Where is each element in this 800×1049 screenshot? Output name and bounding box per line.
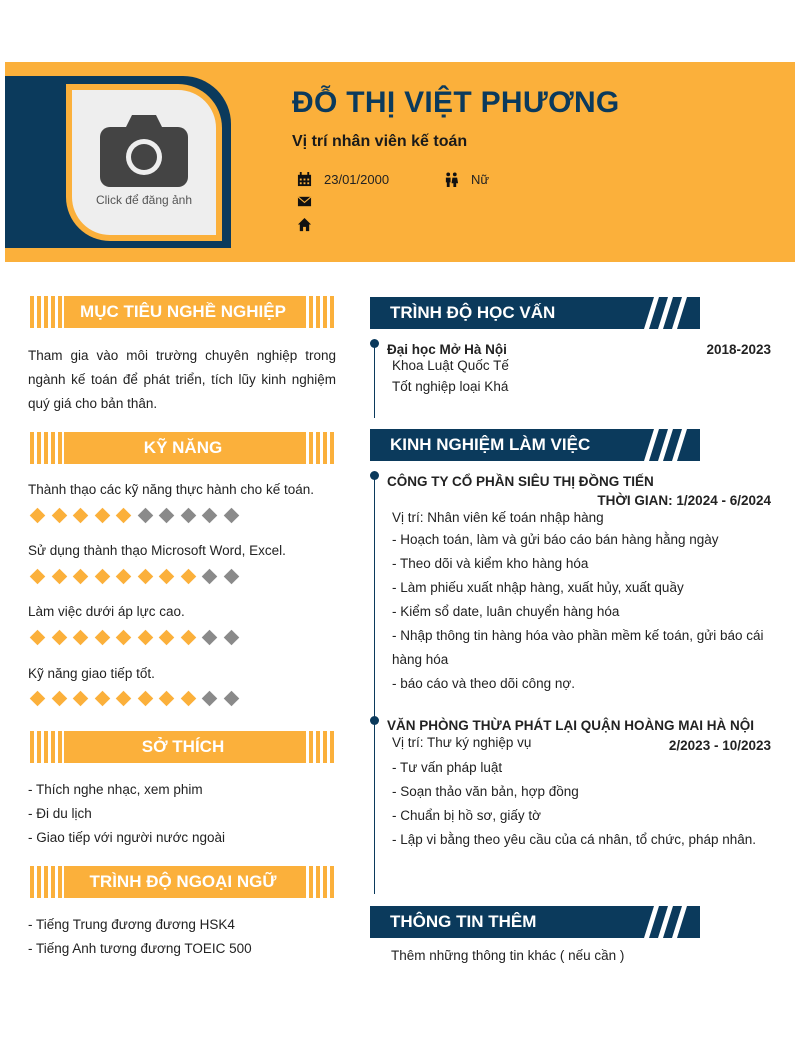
extra-title: THÔNG TIN THÊM xyxy=(390,912,537,931)
experience-header xyxy=(370,429,700,461)
objective-header xyxy=(30,296,336,328)
stripe-decoration xyxy=(644,429,700,461)
birthdate-value: 23/01/2000 xyxy=(324,172,390,187)
company-name: VĂN PHÒNG THỪA PHÁT LẠI QUẬN HOÀNG MAI HÀ NỘI xyxy=(387,718,754,733)
rating-filled-icon xyxy=(30,630,46,646)
job-role: Vị trí: Nhân viên kế toán nhập hàng xyxy=(392,510,604,525)
skill-label: Kỹ năng giao tiếp tốt. xyxy=(28,666,155,681)
birthdate-row xyxy=(297,172,389,187)
rating-filled-icon xyxy=(94,508,110,524)
job-duty: hàng hóa xyxy=(392,652,449,667)
rating-filled-icon xyxy=(51,508,67,524)
job-duty: - Chuẩn bị hồ sơ, giấy tờ xyxy=(392,808,542,823)
email-row xyxy=(297,194,324,209)
gender-row xyxy=(444,172,489,187)
rating-filled-icon xyxy=(30,691,46,707)
extra-text: Thêm những thông tin khác ( nếu cần ) xyxy=(391,948,625,963)
rating-filled-icon xyxy=(116,569,132,585)
rating-filled-icon xyxy=(94,569,110,585)
rating-empty-icon xyxy=(202,508,218,524)
rating-empty-icon xyxy=(202,569,218,585)
job-duty: - Soạn thảo văn bản, hợp đồng xyxy=(392,784,579,799)
job-duty: - Kiểm sổ date, luân chuyển hàng hóa xyxy=(392,604,620,619)
timeline-dot xyxy=(370,716,379,725)
hobby-item: - Giao tiếp với người nước ngoài xyxy=(28,830,225,845)
rating-filled-icon xyxy=(116,630,132,646)
timeline-dot xyxy=(370,471,379,480)
rating-filled-icon xyxy=(73,630,89,646)
photo-label: Click để đăng ảnh xyxy=(95,192,193,207)
rating-empty-icon xyxy=(159,508,175,524)
job-role: Vị trí: Thư ký nghiệp vụ xyxy=(392,735,532,750)
extra-header xyxy=(370,906,700,938)
timeline-line xyxy=(374,476,375,894)
rating-filled-icon xyxy=(73,569,89,585)
timeline-line xyxy=(374,344,375,418)
rating-empty-icon xyxy=(223,569,239,585)
job-time: 2/2023 - 10/2023 xyxy=(668,738,771,753)
faculty: Khoa Luật Quốc Tế xyxy=(392,358,509,373)
skill-rating xyxy=(32,690,247,704)
rating-empty-icon xyxy=(202,691,218,707)
rating-filled-icon xyxy=(137,630,153,646)
job-duty: - báo cáo và theo dõi công nợ. xyxy=(392,676,575,691)
camera-icon xyxy=(100,113,188,187)
upload-photo-button[interactable] xyxy=(72,90,216,235)
rating-filled-icon xyxy=(180,630,196,646)
rating-filled-icon xyxy=(137,691,153,707)
rating-filled-icon xyxy=(180,569,196,585)
language-item: - Tiếng Trung đương đương HSK4 xyxy=(28,917,235,932)
rating-filled-icon xyxy=(51,691,67,707)
job-duty: - Lập vi bằng theo yêu cầu của cá nhân, tổ chức, pháp nhân. xyxy=(392,832,757,847)
rating-filled-icon xyxy=(159,630,175,646)
skill-label: Làm việc dưới áp lực cao. xyxy=(28,604,185,619)
job-time: THỜI GIAN: 1/2024 - 6/2024 xyxy=(597,493,771,508)
rating-filled-icon xyxy=(159,569,175,585)
rating-empty-icon xyxy=(223,508,239,524)
grade: Tốt nghiệp loại Khá xyxy=(392,379,509,394)
hobbies-title: SỞ THÍCH xyxy=(141,737,225,756)
timeline-dot xyxy=(370,339,379,348)
rating-empty-icon xyxy=(223,691,239,707)
stripe-decoration xyxy=(644,906,700,938)
rating-filled-icon xyxy=(137,569,153,585)
objective-text: Tham gia vào môi trường chuyên nghiệp trong ngành kế toán để phát triển, tích lũy kinh nghiệm quý giá cho bản thân. xyxy=(28,348,336,411)
education-years: 2018-2023 xyxy=(706,342,771,357)
hobby-item: - Thích nghe nhạc, xem phim xyxy=(28,782,203,797)
address-row xyxy=(297,217,324,232)
rating-empty-icon xyxy=(202,630,218,646)
rating-filled-icon xyxy=(159,691,175,707)
skills-title: KỸ NĂNG xyxy=(143,438,223,457)
rating-empty-icon xyxy=(223,630,239,646)
skill-rating xyxy=(32,568,247,582)
rating-filled-icon xyxy=(30,569,46,585)
home-icon xyxy=(297,217,312,232)
rating-filled-icon xyxy=(180,691,196,707)
skill-rating xyxy=(32,507,247,521)
job-duty: - Theo dõi và kiểm kho hàng hóa xyxy=(392,556,589,571)
rating-empty-icon xyxy=(137,508,153,524)
rating-filled-icon xyxy=(51,569,67,585)
rating-filled-icon xyxy=(30,508,46,524)
rating-filled-icon xyxy=(51,630,67,646)
job-duty: - Nhập thông tin hàng hóa vào phần mềm kế toán, gửi báo cái xyxy=(392,628,764,643)
hobbies-header xyxy=(30,731,336,763)
school-name: Đại học Mở Hà Nội xyxy=(387,342,507,357)
job-duty: - Hoạch toán, làm và gửi báo cáo bán hàng hằng ngày xyxy=(392,532,719,547)
education-title: TRÌNH ĐỘ HỌC VẤN xyxy=(390,303,556,322)
skill-rating xyxy=(32,629,247,643)
rating-empty-icon xyxy=(180,508,196,524)
languages-title: TRÌNH ĐỘ NGOẠI NGỮ xyxy=(89,872,277,891)
languages-header xyxy=(30,866,336,898)
rating-filled-icon xyxy=(94,630,110,646)
rating-filled-icon xyxy=(116,508,132,524)
candidate-name: ĐỖ THỊ VIỆT PHƯƠNG xyxy=(292,86,620,119)
gender-value: Nữ xyxy=(471,172,490,187)
skill-label: Thành thạo các kỹ năng thực hành cho kế toán. xyxy=(28,482,314,497)
rating-filled-icon xyxy=(116,691,132,707)
job-duty: - Làm phiếu xuất nhập hàng, xuất hủy, xuất quầy xyxy=(392,580,684,595)
calendar-icon xyxy=(297,172,312,187)
stripe-decoration xyxy=(644,297,700,329)
company-name: CÔNG TY CỔ PHẦN SIÊU THỊ ĐỒNG TIẾN xyxy=(387,474,654,489)
skills-header xyxy=(30,432,336,464)
position-title: Vị trí nhân viên kế toán xyxy=(292,133,468,150)
rating-filled-icon xyxy=(73,691,89,707)
experience-title: KINH NGHIỆM LÀM VIỆC xyxy=(390,435,591,454)
mail-icon xyxy=(297,194,312,209)
language-item: - Tiếng Anh tương đương TOEIC 500 xyxy=(28,941,252,956)
gender-icon xyxy=(444,172,459,187)
job-duty: - Tư vấn pháp luật xyxy=(392,760,503,775)
objective-title: MỤC TIÊU NGHỀ NGHIỆP xyxy=(80,302,286,321)
rating-filled-icon xyxy=(73,508,89,524)
skill-label: Sử dụng thành thạo Microsoft Word, Excel. xyxy=(28,543,286,558)
rating-filled-icon xyxy=(94,691,110,707)
education-header xyxy=(370,297,700,329)
hobby-item: - Đi du lịch xyxy=(28,806,92,821)
